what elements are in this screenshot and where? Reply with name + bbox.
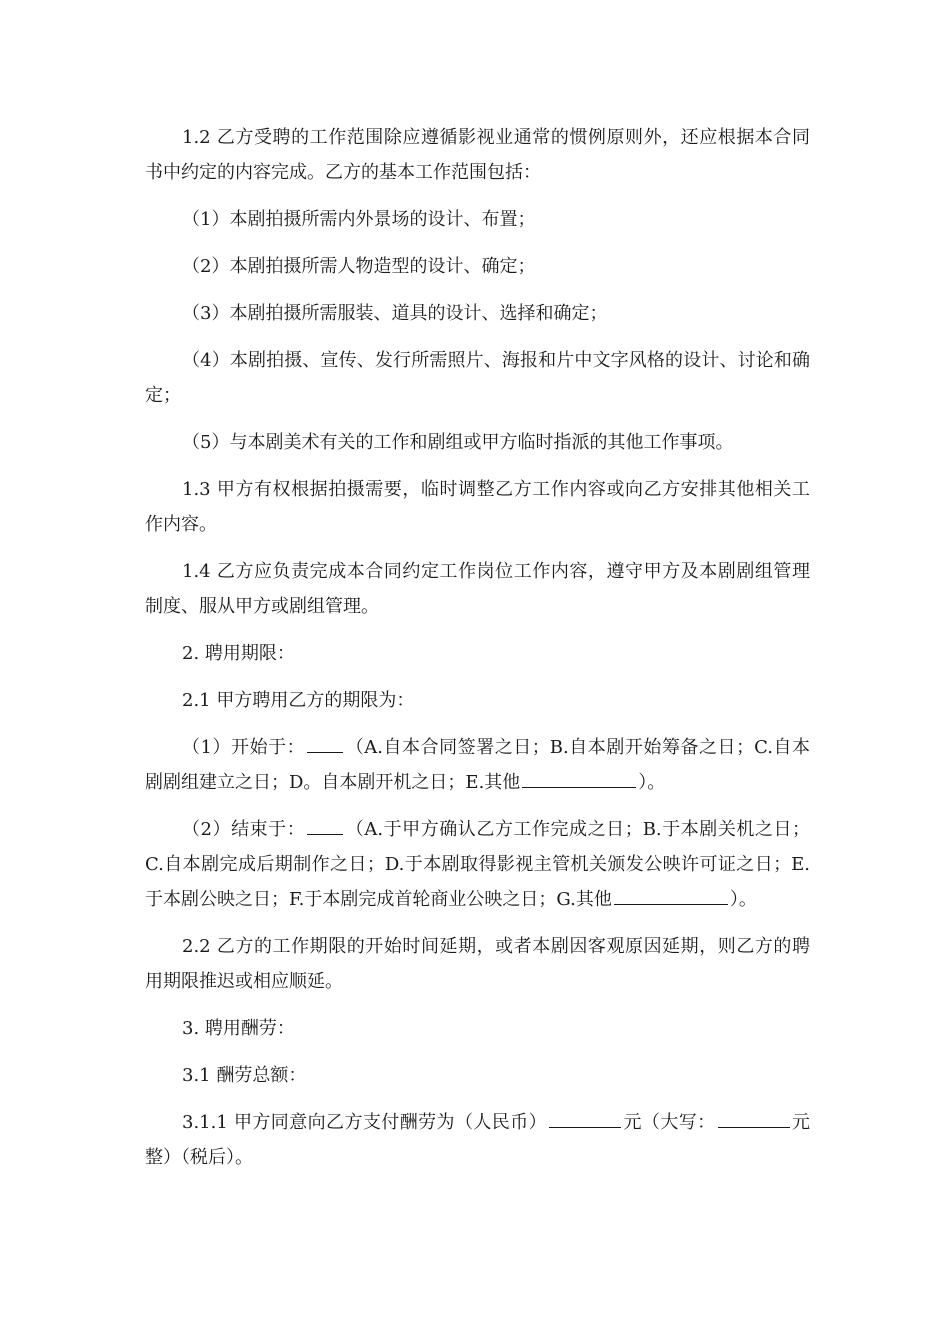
clause-1-2-item-4: （4）本剧拍摄、宣传、发行所需照片、海报和片中文字风格的设计、讨论和确定；: [145, 350, 810, 406]
pay-capital-blank: [718, 1105, 790, 1128]
end-options-text: （A.于甲方确认乙方工作完成之日；B.于本剧关机之日；C.自本剧完成后期制作之日；D.于本剧取得影视主管机关颁发公映许可证之日；E.于本剧公映之日；F.于本剧完成首轮商业公映之日；G.其他: [145, 819, 810, 910]
start-other-blank: [522, 765, 636, 788]
clause-1-2-item-1: （1）本剧拍摄所需内外景场的设计、布置；: [182, 209, 536, 230]
clause-1-4: 1.4 乙方应负责完成本合同约定工作岗位工作内容，遵守甲方及本剧剧组管理制度、服从甲方或剧组管理。: [145, 561, 810, 617]
clause-1-2-item-5: （5）与本剧美术有关的工作和剧组或甲方临时指派的其他工作事项。: [182, 432, 734, 453]
end-other-blank: [614, 882, 728, 905]
start-option-blank: [307, 730, 343, 753]
pay-close: 元整）（税后）。: [145, 1112, 810, 1168]
pay-capital-label: 元（大写：: [623, 1112, 716, 1133]
clause-1-3: 1.3 甲方有权根据拍摄需要，临时调整乙方工作内容或向乙方安排其他相关工作内容。: [145, 479, 810, 535]
clause-3-1-1: [145, 1105, 810, 1175]
start-options-text: （A.自本合同签署之日；B.自本剧开始筹备之日；C.自本剧剧组建立之日；D。自本剧开机之日；E.其他: [145, 737, 811, 793]
section-3-heading: 3. 聘用酬劳：: [182, 1018, 295, 1039]
contract-page: [145, 120, 810, 1187]
end-label: （2）结束于：: [182, 819, 306, 840]
clause-1-2-item-2: （2）本剧拍摄所需人物造型的设计、确定；: [182, 256, 536, 277]
pay-amount-blank: [549, 1105, 621, 1128]
clause-2-2: 2.2 乙方的工作期限的开始时间延期，或者本剧因客观原因延期，则乙方的聘用期限推迟或相应顺延。: [145, 936, 810, 992]
clause-3-1: 3.1 酬劳总额：: [182, 1065, 307, 1086]
clause-2-1: 2.1 甲方聘用乙方的期限为：: [182, 690, 415, 711]
pay-label: 3.1.1 甲方同意向乙方支付酬劳为（人民币）: [182, 1112, 548, 1133]
start-close: ）。: [638, 772, 666, 793]
end-option-blank: [307, 812, 343, 835]
clause-1-2: 1.2 乙方受聘的工作范围除应遵循影视业通常的惯例原则外，还应根据本合同书中约定的内容完成。乙方的基本工作范围包括：: [145, 127, 810, 183]
start-label: （1）开始于：: [182, 737, 306, 758]
clause-2-1-start: [145, 730, 810, 800]
clause-2-1-end: [145, 812, 810, 917]
section-2-heading: 2. 聘用期限：: [182, 643, 295, 664]
end-close: ）。: [729, 889, 757, 910]
clause-1-2-item-3: （3）本剧拍摄所需服装、道具的设计、选择和确定；: [182, 303, 608, 324]
